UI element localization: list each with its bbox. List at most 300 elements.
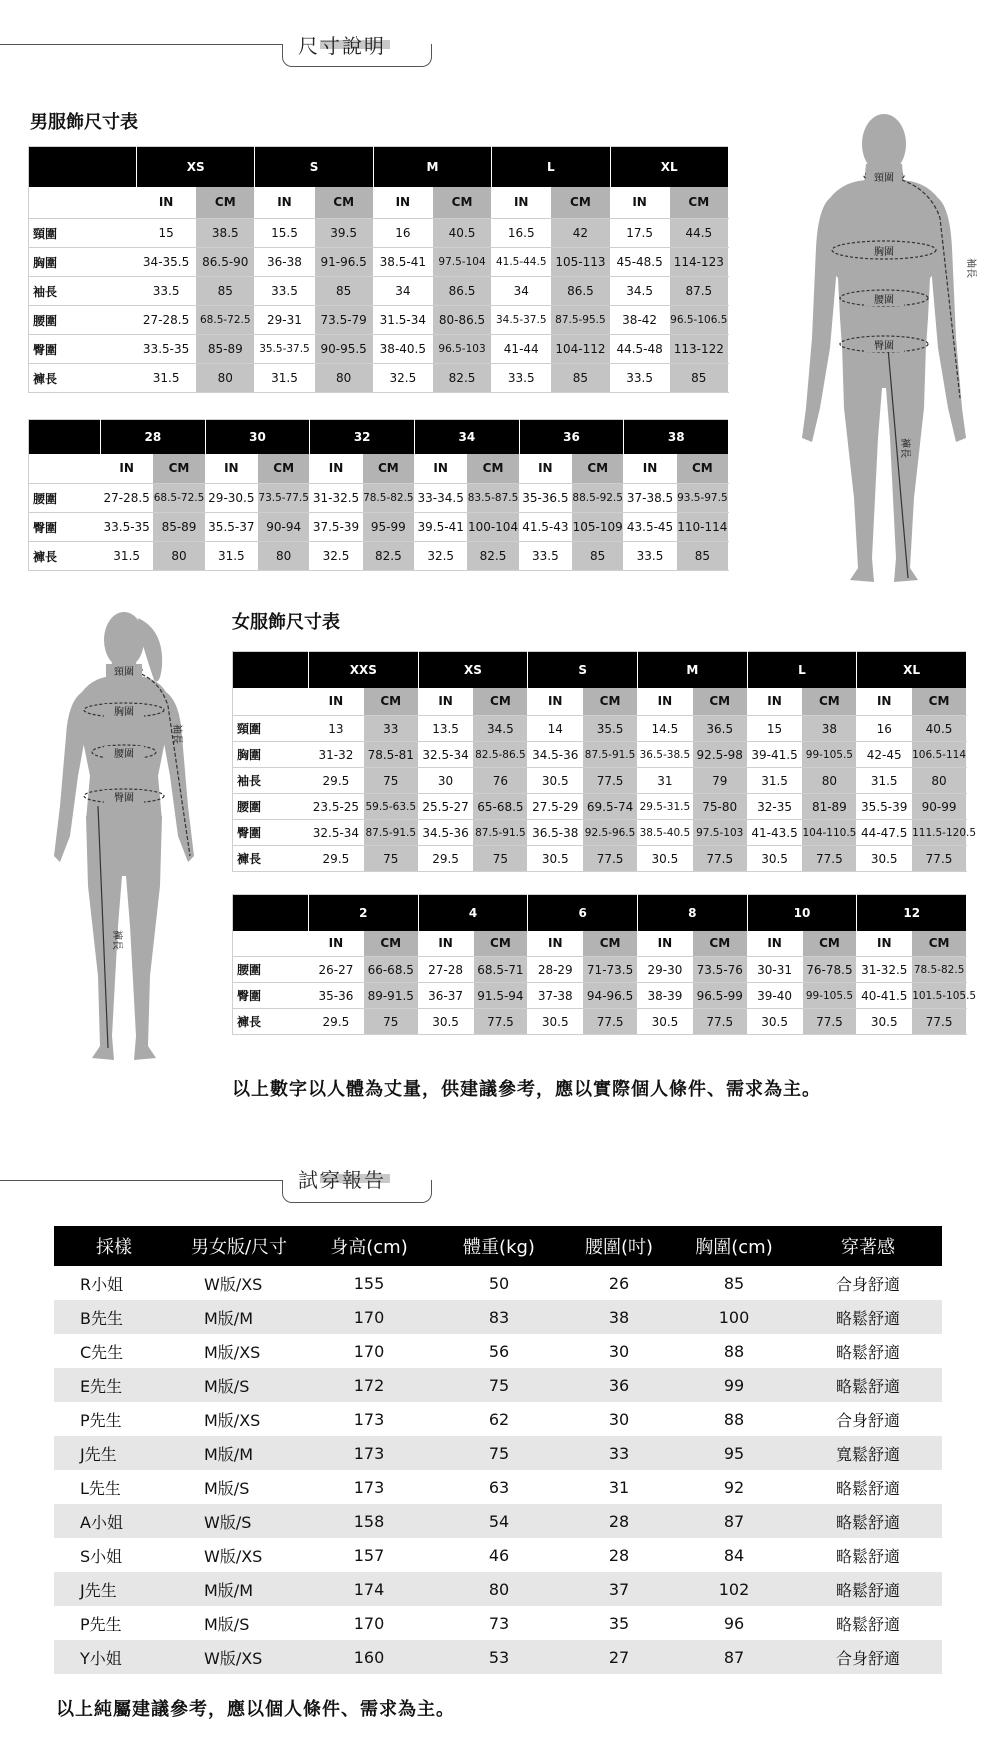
report-cell: M版/M: [174, 1300, 304, 1334]
report-cell: R小姐: [80, 1274, 124, 1294]
row-label: 腰圍: [29, 484, 101, 513]
men-size-table-tops: [28, 146, 729, 393]
table-cell: 94-96.5: [583, 983, 638, 1009]
unit-header: CM: [583, 688, 638, 716]
table-cell: 87.5-91.5: [363, 820, 418, 846]
row-label: 褲長: [29, 364, 137, 393]
table-cell: 34: [492, 277, 551, 306]
report-cell: 87: [674, 1504, 794, 1538]
report-cell: 174: [304, 1572, 434, 1606]
size-header: XS: [137, 147, 255, 187]
unit-header: CM: [432, 187, 491, 219]
row-label: 褲長: [29, 542, 101, 571]
table-cell: 69.5-74: [583, 794, 638, 820]
female-label-neck: 頸圍: [114, 667, 134, 678]
table-cell: 80: [258, 542, 310, 571]
table-cell: 36-37: [418, 983, 473, 1009]
unit-header: IN: [205, 454, 257, 484]
unit-header: IN: [101, 454, 153, 484]
women-size-table-tops: [232, 651, 977, 872]
report-cell: 157: [353, 1545, 385, 1565]
table-cell: 73.5-79: [314, 306, 373, 335]
unit-header: IN: [492, 187, 551, 219]
table-cell: 104-112: [551, 335, 610, 364]
report-cell: 95: [674, 1436, 794, 1470]
table-cell: 34.5: [610, 277, 669, 306]
table-cell: 29.5: [309, 1009, 364, 1035]
table-cell: 30.5: [528, 846, 583, 872]
table-cell: 68.5-72.5: [196, 306, 255, 335]
table-cell: 30.5: [857, 846, 912, 872]
table-cell: 95-99: [362, 513, 414, 542]
unit-header: CM: [473, 688, 528, 716]
report-cell: 102: [674, 1572, 794, 1606]
table-row: [29, 277, 729, 306]
table-cell: 35.5-37.5: [255, 335, 314, 364]
report-cell: 85: [723, 1273, 745, 1293]
unit-header-blank: [233, 931, 309, 957]
unit-header: CM: [572, 454, 624, 484]
table-cell: 79: [692, 768, 747, 794]
table-cell: 39-41.5: [747, 742, 802, 768]
unit-header: IN: [519, 454, 571, 484]
header-blank: [29, 420, 101, 454]
table-row: [29, 219, 729, 248]
report-column-header: 胸圍(cm): [674, 1226, 794, 1266]
table-cell: 75-80: [692, 794, 747, 820]
table-cell: 77.5: [583, 846, 638, 872]
table-cell: 37-38: [528, 983, 583, 1009]
report-cell: 30: [608, 1409, 630, 1429]
report-cell: W版/XS: [174, 1640, 304, 1674]
table-row: [233, 957, 967, 983]
table-cell: 44.5: [669, 219, 728, 248]
report-cell: M版/XS: [204, 1342, 261, 1362]
table-row: [29, 542, 729, 571]
report-cell: 略鬆舒適: [794, 1504, 942, 1538]
table-cell: 75: [363, 1009, 418, 1035]
table-cell: 30.5: [528, 1009, 583, 1035]
unit-header: IN: [310, 454, 362, 484]
table-cell: 29-31: [255, 306, 314, 335]
report-cell: W版/XS: [204, 1546, 263, 1566]
table-cell: 77.5: [692, 846, 747, 872]
unit-header: CM: [473, 931, 528, 957]
table-cell: 81-89: [802, 794, 857, 820]
report-cell: 158: [304, 1504, 434, 1538]
row-label: 袖長: [29, 277, 137, 306]
male-label-pants-length: 褲長: [899, 438, 910, 458]
report-cell: S小姐: [80, 1546, 123, 1566]
report-column-header: 腰圍(吋): [564, 1226, 674, 1266]
table-cell: 38: [802, 716, 857, 742]
table-cell: 77.5: [802, 1009, 857, 1035]
report-cell: A小姐: [54, 1504, 174, 1538]
table-cell: 106.5-114: [912, 742, 967, 768]
row-label: 腰圍: [233, 794, 309, 820]
table-cell: 66-68.5: [363, 957, 418, 983]
size-header: 12: [857, 895, 967, 931]
unit-header: IN: [624, 454, 676, 484]
table-row: [54, 1606, 942, 1640]
unit-header: CM: [467, 454, 519, 484]
table-cell: 71-73.5: [583, 957, 638, 983]
table-cell: 96.5-106.5: [669, 306, 728, 335]
report-cell: 略鬆舒適: [794, 1368, 942, 1402]
unit-header: CM: [153, 454, 205, 484]
table-cell: 34.5-37.5: [492, 306, 551, 335]
table-cell: 78.5-82.5: [912, 957, 967, 983]
report-cell: M版/M: [174, 1436, 304, 1470]
report-cell: 80: [434, 1572, 564, 1606]
unit-header: IN: [418, 688, 473, 716]
table-cell: 45-48.5: [610, 248, 669, 277]
table-cell: 85: [196, 277, 255, 306]
table-row: [54, 1300, 942, 1334]
table-cell: 77.5: [692, 1009, 747, 1035]
table-row: [54, 1402, 942, 1436]
report-cell: C先生: [80, 1342, 124, 1362]
table-cell: 16.5: [492, 219, 551, 248]
table-cell: 31: [637, 768, 692, 794]
table-cell: 14: [528, 716, 583, 742]
report-cell: 27: [564, 1640, 674, 1674]
size-header: 36: [519, 420, 624, 454]
report-cell: 63: [488, 1477, 510, 1497]
report-cell: M版/S: [204, 1478, 250, 1498]
table-cell: 75: [363, 846, 418, 872]
report-cell: 38: [564, 1300, 674, 1334]
report-cell: 88: [723, 1341, 745, 1361]
table-cell: 87.5-91.5: [583, 742, 638, 768]
table-cell: 77.5: [583, 1009, 638, 1035]
table-row: [54, 1436, 942, 1470]
table-cell: 39-40: [747, 983, 802, 1009]
male-label-hip: 臀圍: [874, 341, 894, 352]
table-cell: 13.5: [418, 716, 473, 742]
table-cell: 65-68.5: [473, 794, 528, 820]
table-cell: 59.5-63.5: [363, 794, 418, 820]
table-cell: 31.5-34: [373, 306, 432, 335]
report-cell: E先生: [54, 1368, 174, 1402]
unit-header: CM: [551, 187, 610, 219]
report-cell: 62: [488, 1409, 510, 1429]
table-cell: 40-41.5: [857, 983, 912, 1009]
table-cell: 77.5: [473, 1009, 528, 1035]
table-cell: 83.5-87.5: [467, 484, 519, 513]
table-row: [29, 248, 729, 277]
table-cell: 32.5: [415, 542, 467, 571]
size-header: XS: [418, 652, 528, 688]
table-cell: 35.5: [583, 716, 638, 742]
table-cell: 34: [373, 277, 432, 306]
table-cell: 30.5: [747, 1009, 802, 1035]
table-cell: 33: [363, 716, 418, 742]
size-header: XXS: [309, 652, 419, 688]
unit-header: CM: [363, 931, 418, 957]
table-cell: 90-94: [258, 513, 310, 542]
row-label: 胸圍: [29, 248, 137, 277]
size-header: XL: [857, 652, 967, 688]
table-row: [233, 983, 967, 1009]
report-cell: 173: [304, 1436, 434, 1470]
size-header: M: [637, 652, 747, 688]
table-cell: 29.5: [309, 846, 364, 872]
female-label-hip: 臀圍: [114, 793, 134, 804]
row-label: 褲長: [233, 846, 309, 872]
report-cell: 寬鬆舒適: [794, 1436, 942, 1470]
report-cell: P先生: [80, 1614, 122, 1634]
table-cell: 40.5: [912, 716, 967, 742]
table-cell: 41-44: [492, 335, 551, 364]
male-body-figure: [790, 108, 990, 588]
table-cell: 30: [418, 768, 473, 794]
unit-header-blank: [233, 688, 309, 716]
table-cell: 36.5-38: [528, 820, 583, 846]
table-cell: 82.5-86.5: [473, 742, 528, 768]
report-cell: 170: [353, 1341, 385, 1361]
report-cell: Y小姐: [54, 1640, 174, 1674]
report-cell: P先生: [80, 1410, 122, 1430]
report-cell: 46: [488, 1545, 510, 1565]
report-cell: W版/S: [174, 1504, 304, 1538]
women-size-heading: 女服飾尺寸表: [232, 612, 340, 633]
table-cell: 27-28: [418, 957, 473, 983]
unit-header: IN: [857, 931, 912, 957]
table-row: [29, 513, 729, 542]
table-cell: 78.5-82.5: [362, 484, 414, 513]
table-cell: 96.5-99: [692, 983, 747, 1009]
table-cell: 82.5: [362, 542, 414, 571]
row-label: 腰圍: [233, 957, 309, 983]
report-cell: 56: [488, 1341, 510, 1361]
size-header: 10: [747, 895, 857, 931]
table-cell: 15: [747, 716, 802, 742]
table-cell: 31-32: [309, 742, 364, 768]
table-row: [54, 1538, 942, 1572]
section-divider-left: [0, 44, 282, 45]
table-cell: 30.5: [638, 1009, 693, 1035]
table-row: [29, 335, 729, 364]
size-header: 34: [415, 420, 520, 454]
table-cell: 86.5-90: [196, 248, 255, 277]
size-header: 28: [101, 420, 206, 454]
report-cell: 170: [304, 1300, 434, 1334]
table-cell: 99-105.5: [802, 983, 857, 1009]
table-cell: 32.5-34: [309, 820, 364, 846]
table-cell: 75: [363, 768, 418, 794]
report-cell: 160: [304, 1640, 434, 1674]
report-column-header: 體重(kg): [434, 1226, 564, 1266]
size-header: S: [255, 147, 373, 187]
table-cell: 33.5-35: [101, 513, 153, 542]
unit-header: CM: [363, 688, 418, 716]
size-header: 2: [309, 895, 419, 931]
size-header: L: [492, 147, 610, 187]
table-cell: 111.5-120.5: [912, 820, 967, 846]
table-cell: 110-114: [676, 513, 728, 542]
table-cell: 80: [153, 542, 205, 571]
female-body-figure: [38, 606, 208, 1076]
table-cell: 30-31: [747, 957, 802, 983]
table-cell: 30.5: [747, 846, 802, 872]
report-cell: 略鬆舒適: [835, 1478, 900, 1498]
report-cell: 75: [434, 1368, 564, 1402]
unit-header: CM: [196, 187, 255, 219]
table-cell: 91.5-94: [473, 983, 528, 1009]
report-cell: 53: [434, 1640, 564, 1674]
table-cell: 77.5: [583, 768, 638, 794]
table-row: [54, 1640, 942, 1674]
table-row: [29, 484, 729, 513]
table-cell: 85-89: [196, 335, 255, 364]
table-cell: 39.5-41: [415, 513, 467, 542]
table-cell: 92.5-98: [692, 742, 747, 768]
table-cell: 96.5-103: [432, 335, 491, 364]
table-cell: 77.5: [912, 846, 967, 872]
table-cell: 36.5-38.5: [637, 742, 692, 768]
male-label-neck: 頸圍: [874, 173, 894, 184]
table-cell: 38.5: [196, 219, 255, 248]
table-cell: 42-45: [857, 742, 912, 768]
report-cell: 99: [674, 1368, 794, 1402]
table-cell: 26-27: [309, 957, 364, 983]
table-cell: 29-30.5: [205, 484, 257, 513]
table-cell: 80: [802, 768, 857, 794]
unit-header: IN: [309, 688, 364, 716]
header-blank: [233, 652, 309, 688]
female-label-waist: 腰圍: [114, 749, 134, 760]
table-cell: 34-35.5: [137, 248, 196, 277]
table-cell: 101.5-105.5: [912, 983, 967, 1009]
report-cell: 155: [353, 1273, 385, 1293]
table-cell: 34.5-36: [528, 742, 583, 768]
report-column-header: 男女版/尺寸: [174, 1226, 304, 1266]
table-row: [233, 846, 967, 872]
table-cell: 87.5-91.5: [473, 820, 528, 846]
table-cell: 97.5-104: [432, 248, 491, 277]
table-cell: 77.5: [802, 846, 857, 872]
table-cell: 86.5: [432, 277, 491, 306]
size-header: 30: [205, 420, 310, 454]
table-cell: 28-29: [528, 957, 583, 983]
table-cell: 41-43.5: [747, 820, 802, 846]
unit-header-blank: [29, 454, 101, 484]
table-cell: 105-109: [572, 513, 624, 542]
table-cell: 29.5: [309, 768, 364, 794]
table-cell: 33.5: [137, 277, 196, 306]
female-label-sleeve: 袖長: [171, 724, 182, 744]
table-cell: 27-28.5: [137, 306, 196, 335]
unit-header: CM: [692, 931, 747, 957]
table-cell: 25.5-27: [418, 794, 473, 820]
table-cell: 35-36.5: [519, 484, 571, 513]
table-cell: 31.5: [747, 768, 802, 794]
size-header: 32: [310, 420, 415, 454]
table-row: [233, 1009, 967, 1035]
table-cell: 30.5: [418, 1009, 473, 1035]
report-cell: 96: [723, 1613, 745, 1633]
unit-header: IN: [418, 931, 473, 957]
table-cell: 31.5: [101, 542, 153, 571]
table-cell: 90-95.5: [314, 335, 373, 364]
report-cell: M版/XS: [204, 1410, 261, 1430]
report-cell: M版/S: [204, 1614, 250, 1634]
report-cell: 83: [434, 1300, 564, 1334]
table-cell: 85: [676, 542, 728, 571]
table-cell: 35.5-37: [205, 513, 257, 542]
table-row: [233, 768, 967, 794]
table-cell: 92.5-96.5: [583, 820, 638, 846]
table-row: [233, 794, 967, 820]
table-cell: 23.5-25: [309, 794, 364, 820]
table-cell: 73.5-77.5: [258, 484, 310, 513]
report-cell: 75: [434, 1436, 564, 1470]
table-cell: 36.5: [692, 716, 747, 742]
report-cell: 合身舒適: [835, 1410, 900, 1430]
report-cell: L先生: [80, 1478, 121, 1498]
report-cell: 173: [353, 1477, 385, 1497]
row-label: 臀圍: [233, 983, 309, 1009]
male-label-sleeve: 袖長: [965, 258, 976, 278]
size-disclaimer-note: 以上數字以人體為丈量，供建議參考，應以實際個人條件、需求為主。: [232, 1079, 821, 1100]
table-cell: 93.5-97.5: [676, 484, 728, 513]
report-column-header: 身高(cm): [304, 1226, 434, 1266]
report-cell: 略鬆舒適: [794, 1572, 942, 1606]
size-header: 6: [528, 895, 638, 931]
report-cell: 84: [723, 1545, 745, 1565]
report-cell: 92: [723, 1477, 745, 1497]
size-header: XL: [610, 147, 728, 187]
female-label-pants-length: 褲長: [111, 930, 122, 950]
table-cell: 78.5-81: [363, 742, 418, 768]
table-cell: 29-30: [638, 957, 693, 983]
report-cell: 35: [608, 1613, 630, 1633]
table-cell: 16: [857, 716, 912, 742]
table-cell: 100-104: [467, 513, 519, 542]
size-header: 8: [638, 895, 748, 931]
row-label: 褲長: [233, 1009, 309, 1035]
report-cell: 50: [488, 1273, 510, 1293]
size-header: 4: [418, 895, 528, 931]
report-cell: M版/S: [174, 1368, 304, 1402]
report-cell: 33: [564, 1436, 674, 1470]
table-cell: 97.5-103: [692, 820, 747, 846]
table-cell: 31.5: [137, 364, 196, 393]
table-cell: 91-96.5: [314, 248, 373, 277]
report-cell: M版/M: [174, 1572, 304, 1606]
size-header: L: [747, 652, 857, 688]
table-row: [54, 1334, 942, 1368]
table-cell: 42: [551, 219, 610, 248]
table-cell: 33.5: [610, 364, 669, 393]
unit-header: IN: [137, 187, 196, 219]
report-column-header: 採樣: [54, 1226, 174, 1266]
men-size-table-pants: [28, 419, 729, 571]
table-cell: 15: [137, 219, 196, 248]
table-cell: 35-36: [309, 983, 364, 1009]
try-on-report-table: [54, 1226, 942, 1674]
table-cell: 33.5: [255, 277, 314, 306]
table-cell: 33.5-35: [137, 335, 196, 364]
unit-header: CM: [802, 931, 857, 957]
report-cell: 173: [353, 1409, 385, 1429]
women-size-table-pants: [232, 894, 977, 1035]
male-label-chest: 胸圍: [874, 247, 894, 258]
table-cell: 32-35: [747, 794, 802, 820]
unit-header: CM: [912, 688, 967, 716]
report-cell: 100: [674, 1300, 794, 1334]
